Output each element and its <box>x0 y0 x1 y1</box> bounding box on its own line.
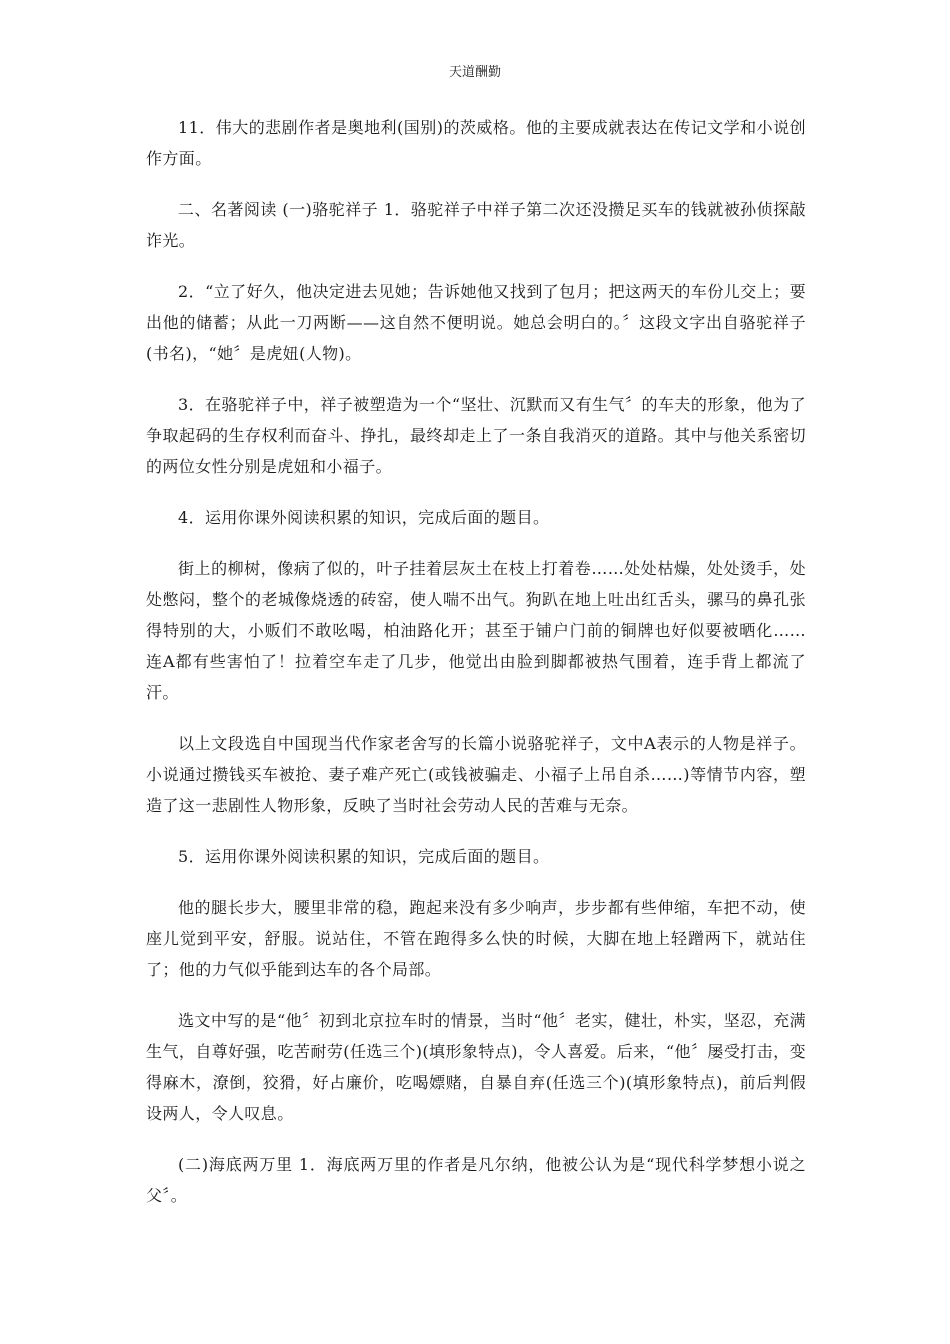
paragraph-section-two: 二、名著阅读 (一)骆驼祥子 1．骆驼祥子中祥子第二次还没攒足买车的钱就被孙侦探敲诈光。 <box>146 200 806 250</box>
paragraph-excerpt-legs: 他的腿长步大，腰里非常的稳，跑起来没有多少响声，步步都有些伸缩，车把不动，使座儿觉到平安，舒服。说站住，不管在跑得多么快的时候，大脚在地上轻蹭两下，就站住了；他的力气似乎能到达车的各个局部。 <box>146 898 806 979</box>
paragraph-excerpt-street: 街上的柳树，像病了似的，叶子挂着层灰土在枝上打着卷……处处枯燥，处处烫手，处处憋闷，整个的老城像烧透的砖窑，使人喘不出气。狗趴在地上吐出红舌头，骡马的鼻孔张得特别的大，小贩们不敢吆喝，柏油路化开；甚至于铺户门前的铜牌也好似要被晒化…… 连A都有些害怕了！拉着空车走了几步，他觉出由脸到脚都被热气围着，连手背上都流了汗。 <box>146 559 806 702</box>
document-body <box>146 112 806 1231</box>
paragraph-q11: 11．伟大的悲剧作者是奥地利(国别)的茨威格。他的主要成就表达在传记文学和小说创作方面。 <box>146 118 806 168</box>
paragraph-q3: 3．在骆驼祥子中，祥子被塑造为一个“坚壮、沉默而又有生气〞的车夫的形象，他为了争取起码的生存权利而奋斗、挣扎，最终却走上了一条自我消灭的道路。其中与他关系密切的两位女性分别是虎妞和小福子。 <box>146 395 806 476</box>
paragraph-q4: 4．运用你课外阅读积累的知识，完成后面的题目。 <box>178 508 550 527</box>
paragraph-q5: 5．运用你课外阅读积累的知识，完成后面的题目。 <box>178 847 550 866</box>
paragraph-section-20000-leagues: (二)海底两万里 1．海底两万里的作者是凡尔纳，他被公认为是“现代科学梦想小说之父〞。 <box>146 1155 806 1205</box>
page-header: 天道酬勤 <box>448 65 501 80</box>
paragraph-answer-5: 选文中写的是“他〞初到北京拉车时的情景，当时“他〞老实，健壮，朴实，坚忍，充满生气，自尊好强，吃苦耐劳(任选三个)(填形象特点)，令人喜爱。后来，“他〞屡受打击，变得麻木，潦倒，狡猾，好占廉价，吃喝嫖赌，自暴自弃(任选三个)(填形象特点)，前后判假设两人，令人叹息。 <box>146 1011 806 1123</box>
paragraph-answer-4: 以上文段选自中国现当代作家老舍写的长篇小说骆驼祥子，文中A表示的人物是祥子。小说通过攒钱买车被抢、妻子难产死亡(或钱被骗走、小福子上吊自杀……)等情节内容，塑造了这一悲剧性人物形象，反映了当时社会劳动人民的苦难与无奈。 <box>146 734 806 815</box>
paragraph-q2: 2．“立了好久，他决定进去见她；告诉她他又找到了包月；把这两天的车份儿交上；要出他的储蓄；从此一刀两断——这自然不便明说。她总会明白的。〞这段文字出自骆驼祥子(书名)，“她〞是虎妞(人物)。 <box>146 282 806 363</box>
